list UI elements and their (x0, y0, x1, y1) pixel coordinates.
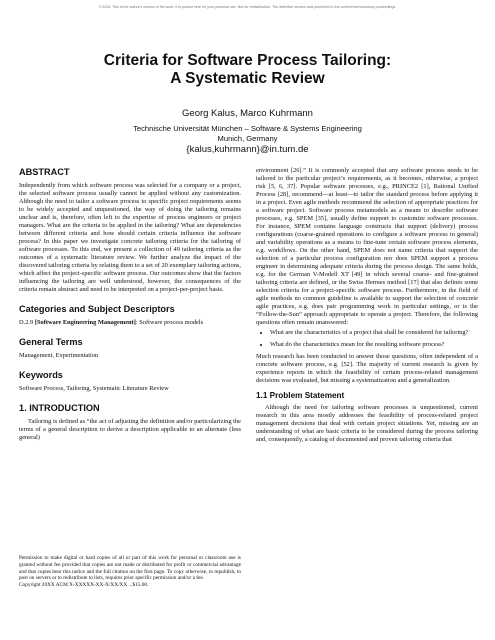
affiliation-line-1: Technische Universität München – Software & Systems Engineering (133, 124, 362, 133)
affiliation (40, 124, 455, 143)
general-terms-heading: General Terms (19, 337, 83, 347)
keywords-heading: Keywords (19, 370, 63, 380)
categories-text (19, 319, 241, 327)
right-column (256, 167, 478, 444)
permission-copyright: Copyright 20XX ACM X-XXXXX-XX-X/XX/XX ...$15.00. (19, 582, 149, 589)
affiliation-line-2: Munich, Germany (217, 133, 278, 143)
abstract-text: Independently from which software process was selected for a company or a project, the selected software process usually cannot be applied without any customization. Although the need to tailor a software process to specific project requirements seems to be widely accepted and unquestioned, the way of doing the tailoring remains unclear and is, therefore, often left to the expertise of process engineers or project managers. What are the criteria to be applied in the tailoring? What are dependencies between different criteria and how should certain criteria influence the software process? In this paper we investigate concrete tailoring criteria for the tailoring of software processes. To this end, we present a collection of 49 tailoring criteria as the outcomes of a systematic literature review. We further analyze the impact of the discovered tailoring criteria by relating them to a set of 20 exemplary tailoring actions, which affect the project-specific software process. Our outcomes show that the factors influencing the tailoring are well understood, however, the consequences of the criteria remain abstract and need to be interpreted on a project-per-project basis. (19, 182, 241, 293)
categories-heading: Categories and Subject Descriptors (19, 304, 175, 314)
question-item: • What do the characteristics mean for the resulting software process? (270, 341, 478, 349)
author-names: Georg Kalus, Marco Kuhrmann (182, 108, 313, 119)
question-item: • What are the characteristics of a project that shall be considered for tailoring? (270, 329, 478, 337)
question-list (256, 329, 478, 349)
left-column (19, 167, 241, 442)
categories-label: [Software Engineering Management] (34, 319, 136, 326)
introduction-heading: 1. INTRODUCTION (19, 403, 100, 413)
permission-text: Permission to make digital or hard copies of all or part of this work for personal or classroom use is granted without fee provided that copies are not made or distributed for profit or commercial advantage and that copies bear this notice and the full citation on the first page. To copy otherwise, to republish, to post on servers or to redistribute to lists, requires prior specific permission and/or a fee. (19, 555, 241, 582)
intro-continued-text: environment [26].” It is commonly accepted that any software process needs to be tailored to the particular project’s requirements, as it becomes, otherwise, a project risk [5, 6, 37]. Popular software processes, e.g., PRINCE2 [1], Rational Unified Process [28], recommend—at least—to tailor the standard process before applying it in a project. Even agile methods recommend the selection of appropriate practices for a software project. Software process metamodels as a means to describe software processes, e.g. SPEM [35], usually define support to customize software processes. For instance, SPEM contains language constructs that support (delivery) process configurations (coarse-grained operations to configure a software process in general) and variability operations as a means to fine-tune certain software process elements, e.g. workflows. On the other hand, SPEM does not name criteria that support the selection of a particular process configuration nor does SPEM support a process engineer in determining adequate criteria during the process design. The same holds, e.g. for the German V-Modell XT [49] in which several coarse- and fine-grained tailoring criteria are defined, or the Swiss Hermes method [17] that also defines some selection criteria for a project-specific software process. Furthermore, in the field of agile methods no common guideline is available to support the selection of concrete agile practices, e.g. does pair programming work in particular settings, or is the “Follow-the-Sun” approach appropriate to operate a project. Therefore, the following questions often remain unanswered: (256, 167, 478, 326)
author-block (40, 108, 455, 155)
author-email: {kalus,kuhrmann}@in.tum.de (186, 144, 309, 155)
general-terms-text: Management, Experimentation (19, 352, 99, 359)
title-line-1: Criteria for Software Process Tailoring: (103, 52, 392, 69)
problem-statement-text: Although the need for tailoring software processes is unquestioned, current research in this area mostly addresses the feasibility of process-related project management decisions that deal with certain project situations. Yet, missing are an understanding of what are basic criteria to be considered during the process tailoring and, consequently, a catalog of documented and proven tailoring criteria that (256, 404, 478, 443)
introduction-text: Tailoring is defined as “the act of adjusting the definition and/or particularizing the terms of a general description to derive a description applicable to an alternate (less general) (19, 418, 241, 441)
permission-notice (19, 555, 241, 589)
paper-title (40, 52, 455, 88)
categories-code: D.2.9 (19, 319, 34, 326)
abstract-heading: ABSTRACT (19, 167, 70, 177)
keywords-text: Software Process, Tailoring, Systematic Literature Review (19, 385, 169, 392)
title-line-2: A Systematic Review (170, 70, 325, 87)
problem-statement-heading: 1.1 Problem Statement (256, 391, 345, 400)
research-summary-text: Much research has been conducted to answer those questions, often independent of a concrete software process, e.g. [52]. The majority of current research is given by experience reports in which the feasibility of certain process-related management decisions was evaluated, but missing a systematization and a generalization. (256, 353, 478, 384)
copyright-notice-top: © ACM. This is the author's version of the work. It is posted here for your personal use. Not for redistribution. The definitive version was published in the conference/workshop proceedings. (98, 5, 397, 9)
categories-rest: : Software process models (135, 319, 204, 326)
